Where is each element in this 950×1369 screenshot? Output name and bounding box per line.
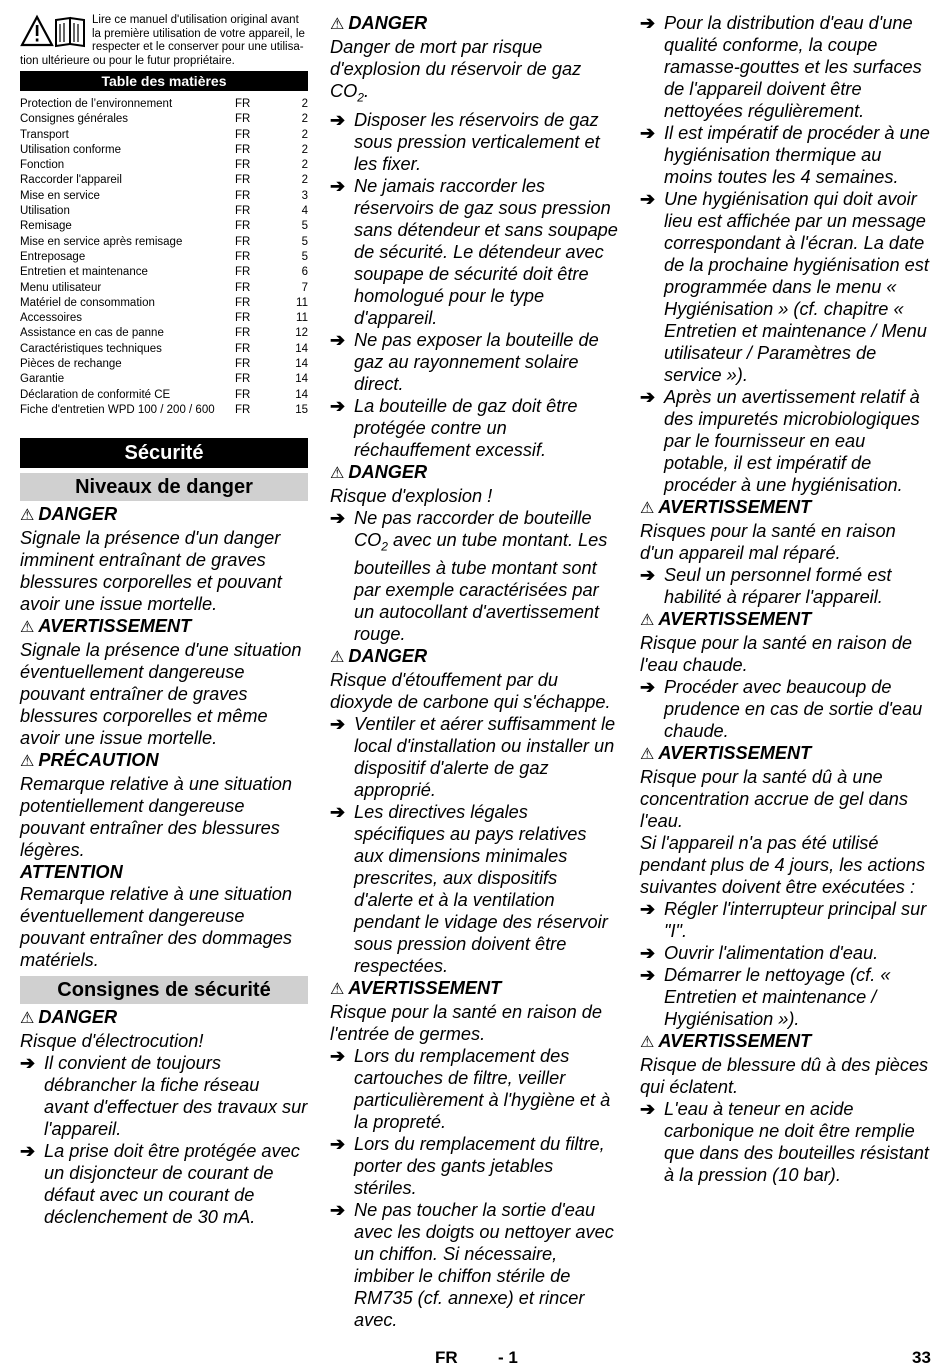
toc-label: Accessoires (20, 312, 82, 325)
toc-row (20, 143, 308, 158)
arrow-icon: ➔ (330, 175, 346, 196)
intro-block (20, 12, 308, 69)
toc-row (20, 357, 308, 372)
toc-page: 5 (301, 235, 308, 248)
section-title-securite: Sécurité (20, 438, 308, 468)
danger-heading: ⚠ DANGER (20, 1007, 118, 1028)
warning-icon: ⚠ (640, 746, 655, 763)
danger-text: Risque d'étouffement par du dioxyde de carbone qui s'échappe. (330, 670, 611, 713)
toc-title: Table des matières (20, 71, 308, 91)
precaution-text: Remarque relative à une situation potentiellement dangereuse pouvant entraîner des blessures légères. (20, 774, 292, 861)
toc-label: Consignes générales (20, 113, 129, 126)
arrow-icon: ➔ (640, 1099, 656, 1119)
toc-lang: FR (235, 220, 251, 233)
toc-lang: FR (235, 159, 251, 172)
bullet-item: ➔ Pour la distribution d'eau d'une qualité conforme, la coupe ramasse-gouttes et les surfaces de l'appareil doivent être nettoyées régulièrement. (640, 13, 922, 121)
warning-icon: ⚠ (20, 619, 35, 637)
bullet-item: ➔ Ne pas exposer la bouteille de gaz au rayonnement solaire direct. (330, 329, 599, 394)
arrow-icon: ➔ (20, 1053, 36, 1074)
toc-label: Matériel de consommation (20, 296, 155, 309)
arrow-icon: ➔ (640, 123, 656, 143)
column-3 (640, 12, 930, 1186)
toc-label: Transport (20, 128, 69, 141)
danger-text: Risque d'explosion ! (330, 485, 493, 506)
toc-label: Pièces de rechange (20, 358, 122, 371)
toc-label: Utilisation (20, 205, 70, 218)
toc-page: 2 (301, 128, 308, 141)
bullet-item: ➔ Ventiler et aérer suffisamment le local d'installation ou installer un dispositif d'alerte de gaz approprié. (330, 714, 616, 801)
toc-lang: FR (235, 312, 251, 325)
toc-label: Garantie (20, 373, 65, 386)
toc-lang: FR (235, 205, 251, 218)
manual-warning-icon (20, 12, 86, 48)
toc-label: Entretien et maintenance (20, 266, 148, 279)
toc-row (20, 235, 308, 250)
toc-row (20, 281, 308, 296)
danger-heading: ⚠ DANGER (330, 461, 428, 482)
toc-label: Fiche d'entretien WPD 100 / 200 / 600 (20, 403, 215, 416)
toc-lang: FR (235, 98, 251, 110)
footer-lang: FR (435, 1348, 458, 1367)
arrow-icon: ➔ (640, 189, 656, 209)
bullet-item: ➔ La prise doit être protégée avec un disjoncteur de courant de défaut avec un courant de déclenchement de 30 mA. (20, 1141, 300, 1228)
avertissement-text: Risque pour la santé en raison de l'entrée de germes. (330, 1002, 602, 1045)
arrow-icon: ➔ (330, 802, 346, 823)
toc-page: 14 (295, 373, 308, 386)
arrow-icon: ➔ (640, 899, 656, 919)
toc-lang: FR (235, 281, 251, 294)
arrow-icon: ➔ (330, 1134, 346, 1155)
avertissement-text: Risque pour la santé en raison de l'eau chaude. (640, 633, 912, 675)
arrow-icon: ➔ (640, 943, 656, 963)
avertissement-text: Risque de blessure dû à des pièces qui éclatent. (640, 1055, 929, 1097)
toc-row (20, 204, 308, 219)
bullet-item: ➔ Lors du remplacement du filtre, porter des gants jetables stériles. (330, 1134, 605, 1199)
bullet-item: ➔ Disposer les réservoirs de gaz sous pression verticalement et les fixer. (330, 109, 600, 174)
toc-lang: FR (235, 327, 251, 340)
arrow-icon: ➔ (330, 395, 346, 416)
subsection-niveaux-de-danger: Niveaux de danger (20, 473, 308, 501)
toc-lang: FR (235, 373, 251, 386)
bullet-item: ➔ La bouteille de gaz doit être protégée contre un réchauffement excessif. (330, 395, 578, 460)
toc-label: Assistance en cas de panne (20, 327, 164, 340)
bullet-item: ➔ Démarrer le nettoyage (cf. « Entretien et maintenance / Hygiénisation »). (640, 965, 891, 1029)
toc-label: Raccorder l'appareil (20, 174, 122, 187)
arrow-icon: ➔ (330, 714, 346, 735)
toc-row (20, 403, 308, 418)
attention-text: Remarque relative à une situation éventuellement dangereuse pouvant entraîner des dommages matériels. (20, 884, 292, 971)
toc-label: Protection de l’environnement (20, 98, 173, 110)
toc-row (20, 326, 308, 341)
toc-row (20, 189, 308, 204)
bullet-item: ➔ Après un avertissement relatif à des impuretés microbiologiques par le fournisseur en eau potable, il est impératif de procéder à une hygiénisation. (640, 387, 920, 495)
arrow-icon: ➔ (640, 387, 656, 407)
toc-row (20, 158, 308, 173)
toc-lang: FR (235, 358, 251, 371)
danger-text: Risque d'électrocution! (20, 1031, 204, 1052)
column-1 (20, 12, 308, 1228)
toc-lang: FR (235, 388, 251, 401)
avertissement-heading: ⚠ AVERTISSEMENT (20, 616, 192, 637)
warning-icon: ⚠ (20, 1010, 35, 1028)
toc-lang: FR (235, 342, 251, 355)
bullet-item: ➔ Ne pas raccorder de bouteille $CO_2$ avec un tube montant. Les bouteilles à tube montant sont par exemple caractérisées par un autocollant d'avertissement rouge. (330, 507, 608, 645)
bullet-item: ➔ Lors du remplacement des cartouches de filtre, veiller particulièrement à l'hygiène et à la propreté. (330, 1046, 611, 1133)
arrow-icon: ➔ (330, 507, 346, 528)
toc-lang: FR (235, 143, 251, 156)
danger-text: Signale la présence d'un danger imminent entraînant de graves blessures corporelles et pouvant avoir une issue mortelle. (20, 528, 282, 615)
toc-row (20, 112, 308, 127)
avertissement-text: Risque pour la santé dû à une concentration accrue de gel dans l'eau. (640, 767, 908, 831)
toc-lang: FR (235, 250, 251, 263)
toc-label: Remisage (20, 220, 72, 233)
toc-lang: FR (235, 403, 251, 416)
arrow-icon: ➔ (640, 677, 656, 697)
toc-page: 6 (301, 266, 308, 279)
danger-heading: ⚠ DANGER (330, 646, 428, 667)
toc-row (20, 388, 308, 403)
toc-row (20, 372, 308, 387)
warning-icon: ⚠ (640, 1034, 655, 1051)
bullet-item: ➔ Ne jamais raccorder les réservoirs de gaz sous pression sans détendeur et sans soupape de sécurité. Le détendeur avec soupape de sécurité doit être homologué pour le type d'appareil. (330, 175, 618, 328)
avertissement-text: Signale la présence d'une situation éventuellement dangereuse pouvant entraîner de graves blessures corporelles et même avoir une issue mortelle. (20, 640, 302, 749)
avertissement-text: Risques pour la santé en raison d'un appareil mal réparé. (640, 521, 896, 563)
toc-lang: FR (235, 128, 251, 141)
toc-row (20, 128, 308, 143)
warning-icon: ⚠ (20, 507, 35, 525)
toc-label: Menu utilisateur (20, 281, 102, 294)
toc-label: Utilisation conforme (20, 143, 121, 156)
warning-icon: ⚠ (330, 649, 345, 667)
bullet-item: ➔ Il est impératif de procéder à une hygiénisation thermique au moins toutes les 4 semaines. (640, 123, 930, 187)
footer-page-number: 33 (912, 1348, 931, 1367)
toc-page: 7 (301, 281, 308, 294)
arrow-icon: ➔ (640, 965, 656, 985)
arrow-icon: ➔ (330, 1046, 346, 1067)
toc-page: 12 (295, 327, 308, 340)
toc-page: 3 (301, 189, 308, 202)
danger-text: Danger de mort par risque d'explosion du réservoir de gaz $CO_2$. (330, 37, 582, 105)
warning-icon: ⚠ (640, 612, 655, 629)
toc-row (20, 342, 308, 357)
bullet-item: ➔ Procéder avec beaucoup de prudence en cas de sortie d'eau chaude. (640, 677, 923, 741)
toc-row (20, 173, 308, 188)
toc-lang: FR (235, 174, 251, 187)
table-of-contents (20, 97, 308, 418)
toc-page: 14 (295, 358, 308, 371)
arrow-icon: ➔ (640, 565, 656, 585)
avertissement-heading: ⚠ AVERTISSEMENT (640, 497, 812, 517)
toc-page: 4 (301, 205, 308, 218)
toc-lang: FR (235, 296, 251, 309)
toc-label: Déclaration de conformité CE (20, 388, 171, 401)
bullet-item: ➔ Régler l'interrupteur principal sur "I". (640, 899, 927, 941)
toc-page: 5 (301, 250, 308, 263)
danger-heading: ⚠ DANGER (20, 504, 118, 525)
danger-levels (20, 503, 308, 971)
toc-row (20, 97, 308, 112)
toc-page: 5 (301, 220, 308, 233)
bullet-item: ➔ Ne pas toucher la sortie d'eau avec les doigts ou nettoyer avec un chiffon. Si nécessaire, imbiber le chiffon stérile de RM735 (cf. annexe) et rincer avec. (330, 1200, 614, 1331)
arrow-icon: ➔ (330, 329, 346, 350)
bullet-item: ➔ Seul un personnel formé est habilité à réparer l'appareil. (640, 565, 892, 607)
avertissement-heading: ⚠ AVERTISSEMENT (640, 609, 812, 629)
arrow-icon: ➔ (640, 13, 656, 33)
toc-page: 2 (301, 98, 308, 110)
arrow-icon: ➔ (20, 1141, 36, 1162)
avertissement-heading: ⚠ AVERTISSEMENT (330, 978, 502, 999)
toc-label: Entreposage (20, 250, 86, 263)
warning-icon: ⚠ (330, 981, 345, 999)
toc-label: Mise en service après remisage (20, 235, 183, 248)
toc-lang: FR (235, 235, 251, 248)
toc-page: 2 (301, 159, 308, 172)
toc-row (20, 265, 308, 280)
toc-page: 14 (295, 388, 308, 401)
intro-text-end: tion ultérieure ou pour le futur propriétaire. (20, 55, 235, 67)
toc-page: 14 (295, 342, 308, 355)
toc-row (20, 311, 308, 326)
bullet-item: ➔ Une hygiénisation qui doit avoir lieu est affichée par un message correspondant à l'écran. La date de la prochaine hygiénisation est programmée dans le menu « Hygiénisation » (cf. chapitre « Entretien et maintenance / Menu utilisateur / Paramètres de service »). (640, 189, 929, 385)
toc-page: 11 (296, 296, 308, 309)
toc-page: 2 (301, 174, 308, 187)
bullet-item: ➔ L'eau à teneur en acide carbonique ne doit être remplie que dans des bouteilles résistant à la pression (10 bar). (640, 1099, 929, 1185)
toc-lang: FR (235, 266, 251, 279)
toc-page: 2 (301, 143, 308, 156)
precaution-heading: ⚠ PRÉCAUTION (20, 750, 159, 771)
avertissement-heading: ⚠ AVERTISSEMENT (640, 743, 812, 763)
subsection-consignes-de-securite: Consignes de sécurité (20, 976, 308, 1004)
arrow-icon: ➔ (330, 1200, 346, 1221)
consignes-block (20, 1006, 308, 1228)
intro-text: Lire ce manuel d'utilisation original avant la première utilisation de votre appareil, le respecter et le conserver pour une utilisa- (92, 14, 305, 54)
toc-lang: FR (235, 189, 251, 202)
arrow-icon: ➔ (330, 109, 346, 130)
toc-row (20, 219, 308, 234)
bullet-item: ➔ Il convient de toujours débrancher la fiche réseau avant d'effectuer des travaux sur l'appareil. (20, 1053, 308, 1140)
toc-page: 11 (296, 312, 308, 325)
bullet-item: ➔ Les directives légales spécifiques au pays relatives aux dimensions minimales prescrites, aux dispositifs d'alerte et à la ventilation pendant le vidage des réservoir sous pression doivent être respectées. (330, 802, 608, 977)
toc-page: 15 (295, 403, 308, 416)
footer-page-marker: - 1 (498, 1348, 518, 1367)
warning-icon: ⚠ (20, 753, 35, 771)
toc-label: Mise en service (20, 189, 100, 202)
attention-heading: ATTENTION (20, 862, 123, 883)
toc-row (20, 250, 308, 265)
warning-icon: ⚠ (330, 464, 345, 482)
bullet-item: ➔ Ouvrir l'alimentation d'eau. (640, 943, 879, 963)
avertissement-text-2: Si l'appareil n'a pas été utilisé pendant plus de 4 jours, les actions suivantes doivent être exécutées : (640, 833, 926, 897)
toc-page: 2 (301, 113, 308, 126)
danger-heading: ⚠ DANGER (330, 13, 428, 33)
column-2 (330, 12, 620, 1331)
avertissement-heading: ⚠ AVERTISSEMENT (640, 1031, 812, 1051)
toc-row (20, 296, 308, 311)
toc-lang: FR (235, 113, 251, 126)
warning-icon: ⚠ (640, 500, 655, 517)
warning-icon: ⚠ (330, 16, 345, 33)
toc-label: Caractéristiques techniques (20, 342, 162, 355)
toc-label: Fonction (20, 159, 65, 172)
